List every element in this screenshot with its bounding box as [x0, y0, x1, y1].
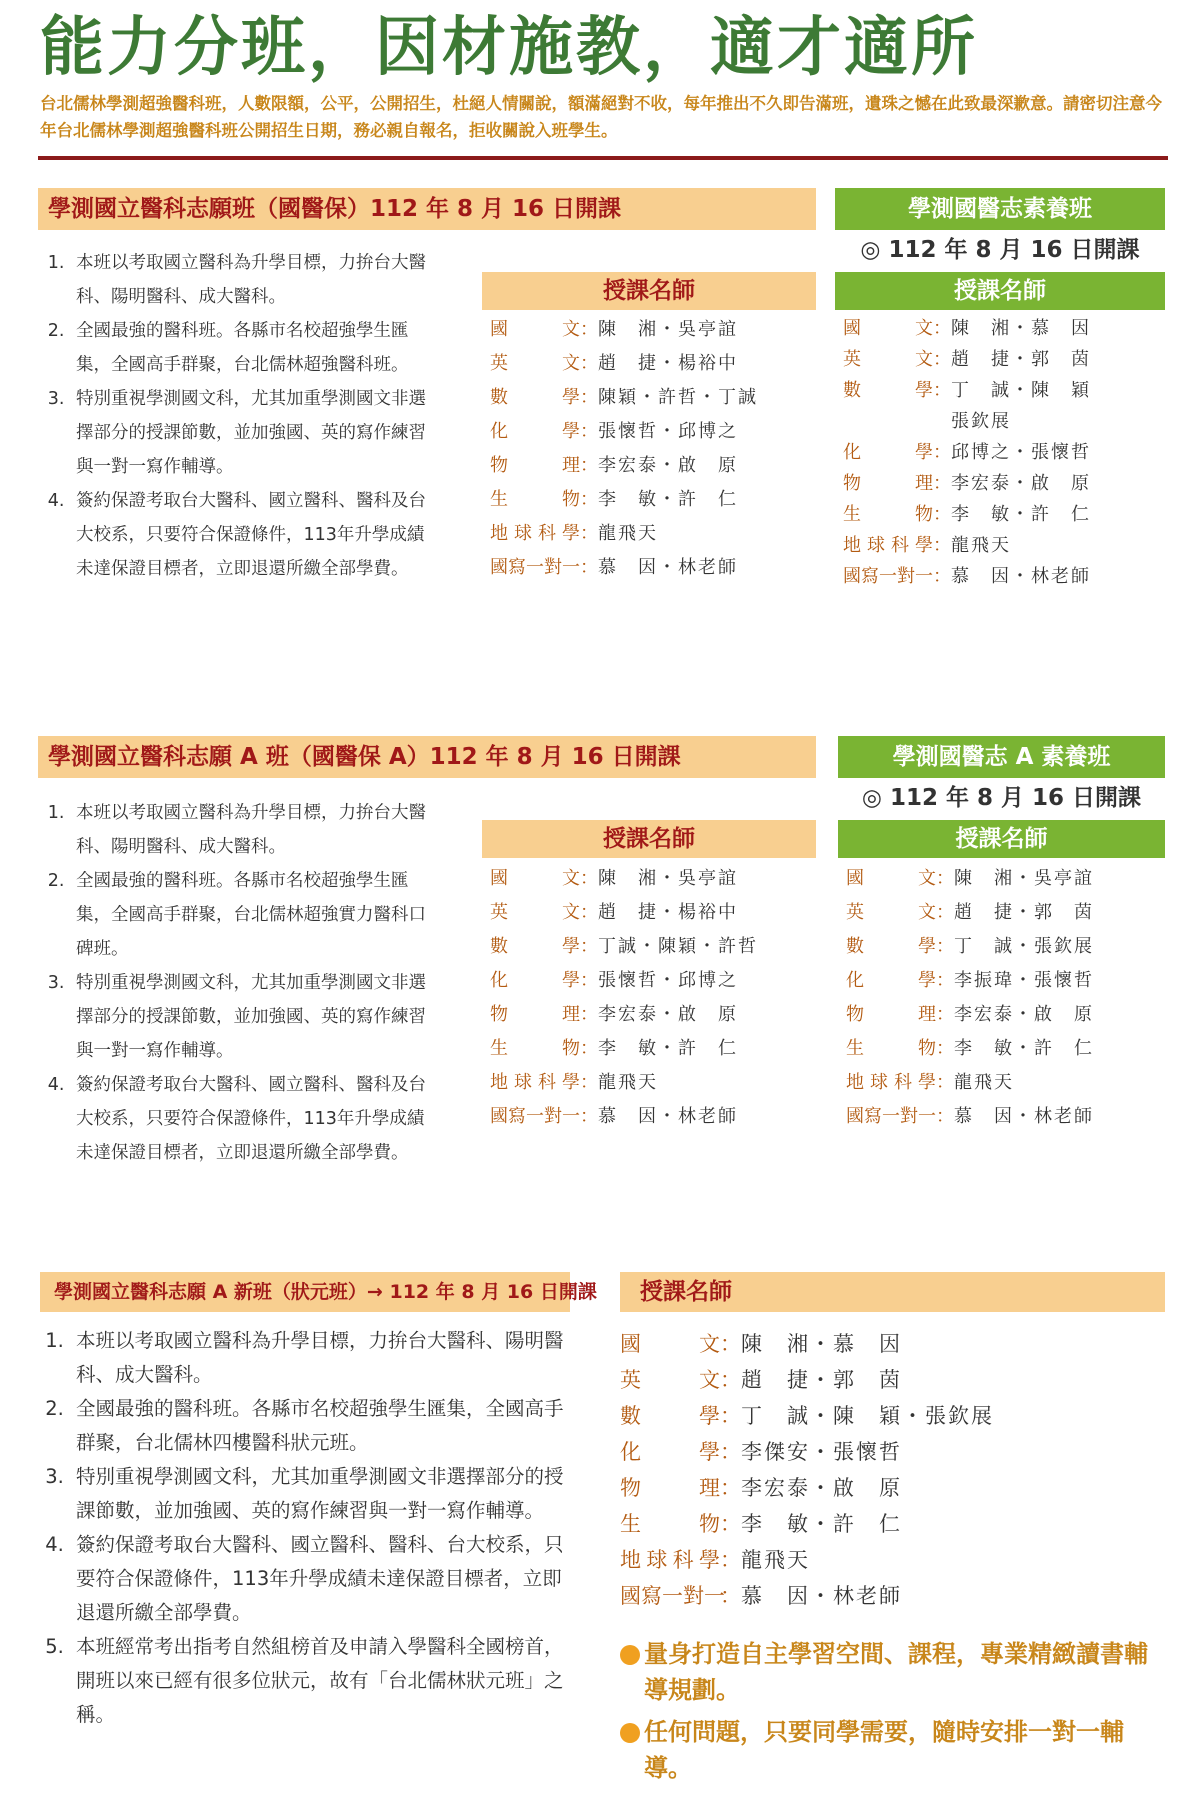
subject-colon: [933, 406, 951, 437]
teacher-names: 李振瑋・張懷哲: [954, 970, 1094, 991]
subject-colon: ：: [936, 1038, 954, 1059]
subject-label: 國 文: [490, 868, 580, 889]
subject-label: 國寫一對一: [846, 1106, 936, 1127]
bullet-dot-icon: [620, 1723, 640, 1743]
side2-teacher-row: [846, 1032, 1094, 1066]
side2-teacher-row: [846, 1066, 1094, 1100]
subject-label: 數 學: [843, 380, 933, 401]
subject-label: 英 文: [846, 902, 936, 923]
teacher-names: 龍飛天: [741, 1548, 810, 1572]
sec1-point-3: 3. 特別重視學測國文科，尤其加重學測國文非選擇部分的授課節數，並加強國、英的寫作練習與一對一寫作輔導。: [70, 382, 440, 484]
subject-colon: ：: [580, 936, 598, 957]
subject-label: 地球科學: [490, 523, 580, 544]
sec1-teacher-row: [490, 551, 758, 585]
sec2-title: 學測國立醫科志願 A 班（國醫保 A）112 年 8 月 16 日開課: [38, 736, 816, 778]
subject-label: 國寫一對一: [490, 1106, 580, 1127]
subject-label: 地球科學: [490, 1072, 580, 1093]
sec3-teacher-row: [620, 1398, 994, 1434]
side1-title: 學測國醫志素養班: [835, 188, 1165, 230]
side1-teacher-row: [843, 530, 1091, 561]
sec3-point-1: 1. 本班以考取國立醫科為升學目標，力拚台大醫科、陽明醫科、成大醫科。: [70, 1324, 575, 1392]
teacher-names: 龍飛天: [598, 1072, 658, 1093]
teacher-names: 李 敏・許 仁: [598, 1038, 738, 1059]
subject-label: 國寫一對一: [843, 566, 933, 587]
subject-label: 數 學: [490, 387, 580, 408]
subject-colon: ：: [933, 442, 951, 463]
sec2-teacher-list: [490, 862, 758, 1134]
subject-colon: ：: [933, 535, 951, 556]
side1-teacher-row: [843, 499, 1091, 530]
subject-colon: ：: [720, 1332, 741, 1356]
sec2-teacher-row: [490, 1066, 758, 1100]
sec1-teacher-row: [490, 517, 758, 551]
teacher-names: 李宏泰・啟 原: [598, 1004, 738, 1025]
teacher-names: 龍飛天: [951, 535, 1011, 556]
subject-label: 化 學: [620, 1440, 720, 1464]
sec3-teacher-row: [620, 1434, 994, 1470]
teacher-names: 趙 捷・郭 茵: [954, 902, 1094, 923]
teacher-names: 慕 因・林老師: [954, 1106, 1094, 1127]
teacher-names: 李宏泰・啟 原: [598, 455, 738, 476]
subject-label: 化 學: [490, 970, 580, 991]
subject-colon: ：: [936, 936, 954, 957]
sec2-teacher-row: [490, 896, 758, 930]
side2-teacher-row: [846, 862, 1094, 896]
subject-label: 國 文: [620, 1332, 720, 1356]
teacher-names: 李宏泰・啟 原: [741, 1476, 902, 1500]
sec1-teacher-row: [490, 347, 758, 381]
side2-teacher-row: [846, 1100, 1094, 1134]
subject-label: 國 文: [490, 319, 580, 340]
sec3-points: [40, 1324, 575, 1732]
subject-colon: ：: [580, 387, 598, 408]
sec3-point-3: 3. 特別重視學測國文科，尤其加重學測國文非選擇部分的授課節數，並加強國、英的寫作練習與一對一寫作輔導。: [70, 1460, 575, 1528]
subject-colon: ：: [936, 1004, 954, 1025]
bullet-dot-icon: [620, 1645, 640, 1665]
teacher-names: 李 敏・許 仁: [954, 1038, 1094, 1059]
sec2-teachers-heading: 授課名師: [482, 820, 816, 858]
teacher-names: 陳 湘・慕 因: [951, 318, 1091, 339]
subject-label: 地球科學: [846, 1072, 936, 1093]
sec2-teacher-row: [490, 1032, 758, 1066]
subject-colon: ：: [580, 902, 598, 923]
sec3-teacher-row: [620, 1326, 994, 1362]
subject-label: 化 學: [490, 421, 580, 442]
subject-label: [843, 406, 933, 437]
side2-teacher-list: [846, 862, 1094, 1134]
side1-date: ◎ 112 年 8 月 16 日開課: [860, 237, 1140, 263]
subject-label: 化 學: [846, 970, 936, 991]
feature-bullet-text: 任何問題，只要同學需要，隨時安排一對一輔導。: [644, 1718, 1124, 1782]
subject-label: 數 學: [846, 936, 936, 957]
teacher-names: 丁誠・陳穎・許哲: [598, 936, 758, 957]
subject-colon: ：: [933, 318, 951, 339]
subject-colon: ：: [580, 353, 598, 374]
subject-colon: ：: [720, 1512, 741, 1536]
sec1-points: [40, 246, 440, 586]
sec1-teacher-row: [490, 449, 758, 483]
subject-colon: ：: [580, 1106, 598, 1127]
teacher-names: 李傑安・張懷哲: [741, 1440, 902, 1464]
sec3-teacher-row: [620, 1542, 994, 1578]
subject-label: 英 文: [843, 349, 933, 370]
subject-colon: ：: [580, 319, 598, 340]
side1-teacher-row: [843, 468, 1091, 499]
subject-colon: ：: [933, 349, 951, 370]
feature-bullet: [620, 1636, 1165, 1708]
sec2-point-1: 1. 本班以考取國立醫科為升學目標，力拚台大醫科、陽明醫科、成大醫科。: [70, 796, 440, 864]
sec1-teacher-row: [490, 313, 758, 347]
subject-colon: ：: [720, 1368, 741, 1392]
side1-teacher-list: [843, 313, 1091, 592]
side2-teachers-heading: 授課名師: [838, 820, 1165, 858]
subject-colon: ：: [936, 970, 954, 991]
sec2-teacher-row: [490, 964, 758, 998]
teacher-names: 李 敏・許 仁: [598, 489, 738, 510]
subject-colon: ：: [580, 970, 598, 991]
subject-label: 化 學: [843, 442, 933, 463]
side1-teacher-row: [843, 344, 1091, 375]
side1-teachers-heading: 授課名師: [835, 272, 1165, 310]
side1-teacher-row: [843, 375, 1091, 406]
sec3-point-2: 2. 全國最強的醫科班。各縣市名校超強學生匯集，全國高手群聚，台北儒林四樓醫科狀元班。: [70, 1392, 575, 1460]
subject-colon: ：: [580, 1038, 598, 1059]
sec2-point-4: 4. 簽約保證考取台大醫科、國立醫科、醫科及台大校系，只要符合保證條件，113年升學成績未達保證目標者，立即退還所繳全部學費。: [70, 1068, 440, 1170]
sec3-teacher-row: [620, 1578, 994, 1614]
feature-bullet-text: 量身打造自主學習空間、課程，專業精緻讀書輔導規劃。: [644, 1640, 1148, 1704]
sec3-point-5: 5. 本班經常考出指考自然組榜首及申請入學醫科全國榜首，開班以來已經有很多位狀元，故有「台北儒林狀元班」之稱。: [70, 1630, 575, 1732]
subject-label: 生 物: [490, 1038, 580, 1059]
subject-label: 國 文: [843, 318, 933, 339]
teacher-names: 趙 捷・郭 茵: [741, 1368, 902, 1392]
sec2-point-2: 2. 全國最強的醫科班。各縣市名校超強學生匯集，全國高手群聚，台北儒林超強實力醫科口碑班。: [70, 864, 440, 966]
sec1-point-4: 4. 簽約保證考取台大醫科、國立醫科、醫科及台大校系，只要符合保證條件，113年升學成績未達保證目標者，立即退還所繳全部學費。: [70, 484, 440, 586]
side1-teacher-row: [843, 437, 1091, 468]
sec1-teachers-heading: 授課名師: [482, 272, 816, 310]
subject-colon: ：: [720, 1404, 741, 1428]
teacher-names: 趙 捷・楊裕中: [598, 902, 738, 923]
teacher-names: 張懷哲・邱博之: [598, 970, 738, 991]
sec3-teacher-list: [620, 1326, 994, 1614]
subject-label: 地球科學: [620, 1548, 720, 1572]
header-divider: [38, 156, 1168, 160]
sec2-teacher-row: [490, 862, 758, 896]
sec3-point-4: 4. 簽約保證考取台大醫科、國立醫科、醫科、台大校系，只要符合保證條件，113年升學成績未達保證目標者，立即退還所繳全部學費。: [70, 1528, 575, 1630]
sec3-bullets: [620, 1636, 1165, 1792]
sec3-title: 學測國立醫科志願 A 新班（狀元班）→ 112 年 8 月 16 日開課: [40, 1272, 570, 1312]
subject-colon: ：: [933, 504, 951, 525]
teacher-names: 李 敏・許 仁: [741, 1512, 902, 1536]
subject-colon: ：: [580, 489, 598, 510]
subject-colon: ：: [580, 421, 598, 442]
side2-teacher-row: [846, 998, 1094, 1032]
subject-colon: ：: [936, 1072, 954, 1093]
teacher-names: 陳 湘・慕 因: [741, 1332, 902, 1356]
sec3-teacher-row: [620, 1470, 994, 1506]
sec3-teachers-heading: 授課名師: [620, 1272, 1165, 1312]
page-title: 能力分班，因材施教，適才適所: [40, 10, 978, 85]
subject-label: 生 物: [490, 489, 580, 510]
sec1-point-1: 1. 本班以考取國立醫科為升學目標，力拚台大醫科、陽明醫科、成大醫科。: [70, 246, 440, 314]
sec1-teacher-list: [490, 313, 758, 585]
sec2-teacher-row: [490, 998, 758, 1032]
feature-bullet: [620, 1714, 1165, 1786]
subject-label: 物 理: [846, 1004, 936, 1025]
subject-colon: ：: [936, 1106, 954, 1127]
sec1-teacher-row: [490, 381, 758, 415]
teacher-names: 丁 誠・陳 穎・張欽展: [741, 1404, 994, 1428]
side2-teacher-row: [846, 896, 1094, 930]
subject-label: 數 學: [620, 1404, 720, 1428]
teacher-names: 慕 因・林老師: [951, 566, 1091, 587]
subject-colon: ：: [720, 1440, 741, 1464]
subject-label: 生 物: [620, 1512, 720, 1536]
subject-label: 物 理: [490, 1004, 580, 1025]
side2-teacher-row: [846, 964, 1094, 998]
teacher-names: 丁 誠・張欽展: [954, 936, 1094, 957]
side2-title: 學測國醫志 A 素養班: [838, 736, 1165, 778]
subject-colon: ：: [580, 1004, 598, 1025]
subject-label: 物 理: [490, 455, 580, 476]
sec1-teacher-row: [490, 415, 758, 449]
teacher-names: 李宏泰・啟 原: [951, 473, 1091, 494]
teacher-names: 慕 因・林老師: [741, 1584, 902, 1608]
sec2-teacher-row: [490, 1100, 758, 1134]
subject-label: 英 文: [490, 902, 580, 923]
subject-colon: ：: [936, 868, 954, 889]
sec3-teacher-row: [620, 1362, 994, 1398]
subject-colon: ：: [580, 868, 598, 889]
side1-teacher-row: [843, 313, 1091, 344]
subject-colon: ：: [936, 902, 954, 923]
sec1-title: 學測國立醫科志願班（國醫保）112 年 8 月 16 日開課: [38, 188, 816, 230]
subject-label: 地球科學: [843, 535, 933, 556]
subject-label: 數 學: [490, 936, 580, 957]
side1-teacher-row: [843, 561, 1091, 592]
teacher-names: 慕 因・林老師: [598, 557, 738, 578]
sec2-points: [40, 796, 440, 1170]
teacher-names: 丁 誠・陳 穎: [951, 380, 1091, 401]
intro-text: 台北儒林學測超強醫科班，人數限額，公平，公開招生，杜絕人情關說，額滿絕對不收，每年推出不久即告滿班，遺珠之憾在此致最深歉意。請密切注意今年台北儒林學測超強醫科班公開招生日期，務必親自報名，拒收關說入班學生。: [40, 94, 1162, 140]
teacher-names: 慕 因・林老師: [598, 1106, 738, 1127]
sec1-point-2: 2. 全國最強的醫科班。各縣市名校超強學生匯集，全國高手群聚，台北儒林超強醫科班。: [70, 314, 440, 382]
teacher-names: 龍飛天: [954, 1072, 1014, 1093]
subject-colon: ：: [933, 380, 951, 401]
teacher-names: 張懷哲・邱博之: [598, 421, 738, 442]
teacher-names: 陳 湘・吳亭誼: [598, 319, 738, 340]
subject-label: 物 理: [843, 473, 933, 494]
teacher-names: 龍飛天: [598, 523, 658, 544]
teacher-names: 趙 捷・郭 茵: [951, 349, 1091, 370]
subject-label: 國 文: [846, 868, 936, 889]
sec2-point-3: 3. 特別重視學測國文科，尤其加重學測國文非選擇部分的授課節數，並加強國、英的寫作練習與一對一寫作輔導。: [70, 966, 440, 1068]
teacher-names: 張欽展: [951, 411, 1011, 432]
subject-colon: ：: [580, 455, 598, 476]
subject-colon: ：: [933, 566, 951, 587]
subject-colon: ：: [933, 473, 951, 494]
subject-colon: ：: [580, 523, 598, 544]
teacher-names: 邱博之・張懷哲: [951, 442, 1091, 463]
teacher-names: 陳 湘・吳亭誼: [598, 868, 738, 889]
subject-label: 生 物: [843, 504, 933, 525]
teacher-names: 陳 湘・吳亭誼: [954, 868, 1094, 889]
subject-colon: ：: [720, 1584, 741, 1608]
side2-date: ◎ 112 年 8 月 16 日開課: [861, 785, 1142, 811]
subject-colon: ：: [580, 557, 598, 578]
subject-label: 英 文: [620, 1368, 720, 1392]
subject-colon: ：: [580, 1072, 598, 1093]
side1-teacher-row: [843, 406, 1091, 437]
subject-colon: ：: [720, 1548, 741, 1572]
teacher-names: 李宏泰・啟 原: [954, 1004, 1094, 1025]
teacher-names: 趙 捷・楊裕中: [598, 353, 738, 374]
sec1-teacher-row: [490, 483, 758, 517]
sec3-teacher-row: [620, 1506, 994, 1542]
subject-label: 生 物: [846, 1038, 936, 1059]
sec2-teacher-row: [490, 930, 758, 964]
subject-label: 國寫一對一: [620, 1584, 725, 1608]
side2-teacher-row: [846, 930, 1094, 964]
subject-colon: ：: [720, 1476, 741, 1500]
teacher-names: 陳穎・許哲・丁誠: [598, 387, 758, 408]
subject-label: 英 文: [490, 353, 580, 374]
subject-label: 物 理: [620, 1476, 720, 1500]
subject-label: 國寫一對一: [490, 557, 580, 578]
teacher-names: 李 敏・許 仁: [951, 504, 1091, 525]
